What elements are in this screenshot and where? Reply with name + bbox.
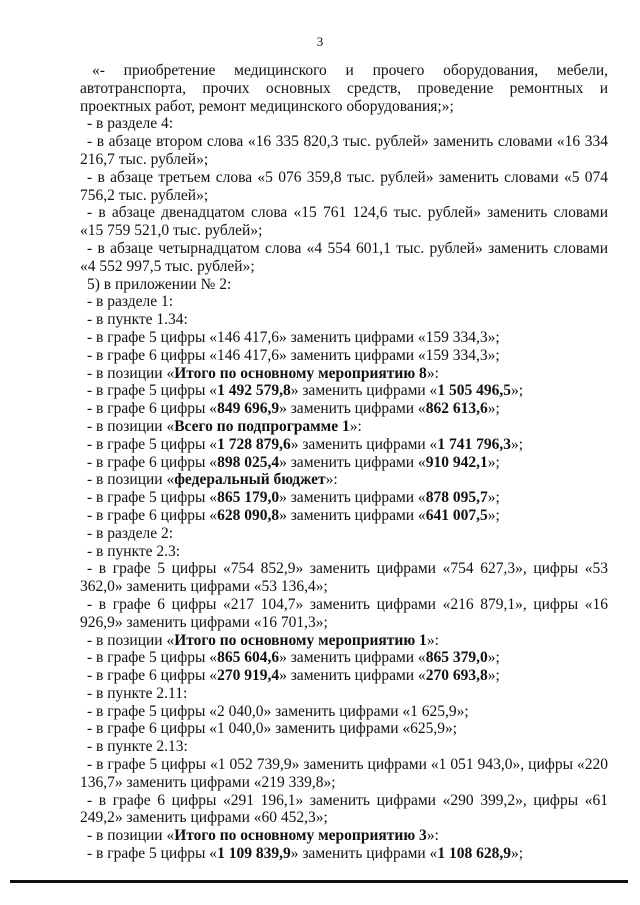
bold-text: 865 604,6: [217, 649, 280, 667]
line-text: - в позиции «: [87, 364, 175, 382]
amendment-line: [80, 507, 608, 525]
amendment-line: [80, 311, 608, 329]
line-text: - в абзаце третьем слова «5 076 359,8 тыс. рублей» заменить словами «5 074 756,2 тыс. рублей»;: [80, 168, 608, 204]
amendment-line: [80, 756, 608, 792]
line-text: »:: [349, 417, 362, 435]
line-text: - в графе 5 цифры «146 417,6» заменить цифрами «159 334,3»;: [87, 328, 500, 346]
bold-text: 849 696,9: [217, 400, 280, 418]
amendment-line: [80, 418, 608, 436]
bold-text: 1 741 796,3: [437, 435, 511, 453]
bold-text: 878 095,7: [425, 489, 488, 507]
line-text: »;: [487, 489, 500, 507]
amendment-line: [80, 365, 608, 383]
line-text: - в пункте 1.34:: [87, 311, 188, 329]
amendment-line: [80, 400, 608, 418]
bold-text: 1 108 628,9: [437, 845, 511, 863]
line-text: » заменить цифрами «: [290, 435, 438, 453]
line-text: - в абзаце втором слова «16 335 820,3 тыс. рублей» заменить словами «16 334 216,7 тыс. рублей»;: [80, 133, 608, 168]
bold-text: 270 919,4: [217, 667, 280, 685]
line-text: - в графе 6 цифры «: [87, 506, 218, 524]
amendment-line: [80, 471, 608, 489]
line-text: - в графе 6 цифры «1 040,0» заменить цифрами «625,9»;: [87, 720, 458, 738]
line-text: - в позиции «: [87, 631, 175, 649]
line-text: »;: [510, 435, 523, 453]
bold-text: Итого по основному мероприятию 8: [174, 364, 427, 382]
line-text: » заменить цифрами «: [279, 400, 426, 418]
line-text: »;: [487, 649, 500, 667]
line-text: 5) в приложении № 2:: [87, 275, 232, 293]
bold-text: 1 492 579,8: [217, 382, 291, 400]
amendment-line: [80, 454, 608, 472]
amendment-line: [80, 133, 608, 169]
line-text: » заменить цифрами «: [279, 453, 426, 471]
amendment-line: [80, 525, 608, 543]
amendment-line: [80, 276, 608, 294]
amendment-line: [80, 115, 608, 133]
amendment-line: [80, 738, 608, 756]
line-text: - в графе 5 цифры «: [87, 489, 218, 507]
page-number: 3: [316, 34, 324, 49]
line-text: » заменить цифрами «: [279, 667, 426, 685]
paragraph: «- приобретение медицинского и прочего оборудования, мебели, автотранспорта, прочих основных средств, проведение ремонтных и проектных работ, ремонт медицинского оборудования;»;: [80, 62, 608, 115]
line-text: - в пункте 2.13:: [87, 738, 188, 756]
bold-text: 641 007,5: [425, 506, 488, 524]
amendment-line: [80, 845, 608, 863]
amendment-line: [80, 685, 608, 703]
bold-text: 1 728 879,6: [217, 435, 291, 453]
amendment-line: [80, 827, 608, 845]
line-text: - в графе 5 цифры «754 852,9» заменить цифрами «754 627,3», цифры «53 362,0» заменить цифрами «53 136,4»;: [80, 560, 608, 596]
bold-text: 865 179,0: [217, 489, 280, 507]
amendment-line: [80, 204, 608, 240]
bold-text: 270 693,8: [425, 667, 488, 685]
bottom-divider: [10, 880, 628, 883]
bold-text: 910 942,1: [425, 453, 488, 471]
amendment-line: [80, 240, 608, 276]
line-text: - в позиции «: [87, 827, 175, 845]
document-body: [80, 62, 608, 863]
line-text: »:: [426, 364, 439, 382]
line-text: » заменить цифрами «: [279, 489, 426, 507]
line-text: - в пункте 2.3:: [87, 542, 181, 560]
bold-text: Итого по основному мероприятию 1: [174, 631, 427, 649]
line-text: »:: [426, 827, 439, 845]
line-text: - в графе 5 цифры «: [87, 845, 218, 863]
amendment-line: [80, 703, 608, 721]
amendment-line: [80, 560, 608, 596]
line-text: »:: [325, 471, 338, 489]
line-text: - в позиции «: [87, 471, 175, 489]
line-text: - в позиции «: [87, 417, 175, 435]
amendment-line: [80, 720, 608, 738]
bold-text: 1 505 496,5: [437, 382, 511, 400]
amendment-line: [80, 649, 608, 667]
line-text: »;: [510, 382, 523, 400]
bold-text: 898 025,4: [217, 453, 280, 471]
line-text: - в разделе 1:: [87, 293, 174, 311]
line-text: »;: [510, 845, 523, 863]
line-text: - в пункте 2.11:: [87, 684, 188, 702]
line-text: - в разделе 4:: [87, 115, 174, 133]
amendment-list: [80, 115, 608, 862]
bold-text: федеральный бюджет: [174, 471, 326, 489]
line-text: - в графе 5 цифры «1 052 739,9» заменить цифрами «1 051 943,0», цифры «220 136,7» заменить цифрами «219 339,8»;: [80, 756, 608, 791]
line-text: - в графе 6 цифры «217 104,7» заменить цифрами «216 879,1», цифры «16 926,9» заменить цифрами «16 701,3»;: [80, 595, 608, 631]
amendment-line: [80, 667, 608, 685]
line-text: - в разделе 2:: [87, 524, 174, 542]
bold-text: 1 109 839,9: [217, 845, 291, 863]
line-text: » заменить цифрами «: [279, 506, 426, 524]
line-text: - в абзаце четырнадцатом слова «4 554 601,1 тыс. рублей» заменить словами «4 552 997,5 тыс. рублей»;: [80, 239, 608, 275]
amendment-line: [80, 382, 608, 400]
bold-text: 862 613,6: [425, 400, 488, 418]
line-text: »;: [487, 667, 500, 685]
line-text: - в абзаце двенадцатом слова «15 761 124,6 тыс. рублей» заменить словами «15 759 521,0 тыс. рублей»;: [80, 204, 608, 240]
line-text: »:: [426, 631, 439, 649]
amendment-line: [80, 632, 608, 650]
line-text: - в графе 6 цифры «: [87, 400, 218, 418]
amendment-line: [80, 596, 608, 632]
line-text: - в графе 6 цифры «: [87, 667, 218, 685]
line-text: » заменить цифрами «: [279, 649, 426, 667]
line-text: - в графе 6 цифры «: [87, 453, 218, 471]
line-text: » заменить цифрами «: [290, 382, 438, 400]
line-text: - в графе 5 цифры «: [87, 649, 218, 667]
amendment-line: [80, 293, 608, 311]
line-text: - в графе 5 цифры «2 040,0» заменить цифрами «1 625,9»;: [87, 702, 469, 720]
bold-text: Всего по подпрограмме 1: [174, 417, 350, 435]
amendment-line: [80, 792, 608, 828]
line-text: - в графе 6 цифры «291 196,1» заменить цифрами «290 399,2», цифры «61 249,2» заменить цифрами «60 452,3»;: [80, 791, 608, 827]
line-text: - в графе 5 цифры «: [87, 435, 218, 453]
amendment-line: [80, 329, 608, 347]
amendment-line: [80, 436, 608, 454]
line-text: » заменить цифрами «: [290, 845, 438, 863]
amendment-line: [80, 169, 608, 205]
line-text: - в графе 6 цифры «146 417,6» заменить цифрами «159 334,3»;: [87, 346, 500, 364]
bold-text: 628 090,8: [217, 506, 280, 524]
line-text: - в графе 5 цифры «: [87, 382, 218, 400]
line-text: »;: [487, 453, 500, 471]
amendment-line: [80, 543, 608, 561]
amendment-line: [80, 347, 608, 365]
bold-text: 865 379,0: [425, 649, 488, 667]
amendment-line: [80, 489, 608, 507]
line-text: »;: [487, 506, 500, 524]
line-text: »;: [487, 400, 500, 418]
bold-text: Итого по основному мероприятию 3: [174, 827, 427, 845]
